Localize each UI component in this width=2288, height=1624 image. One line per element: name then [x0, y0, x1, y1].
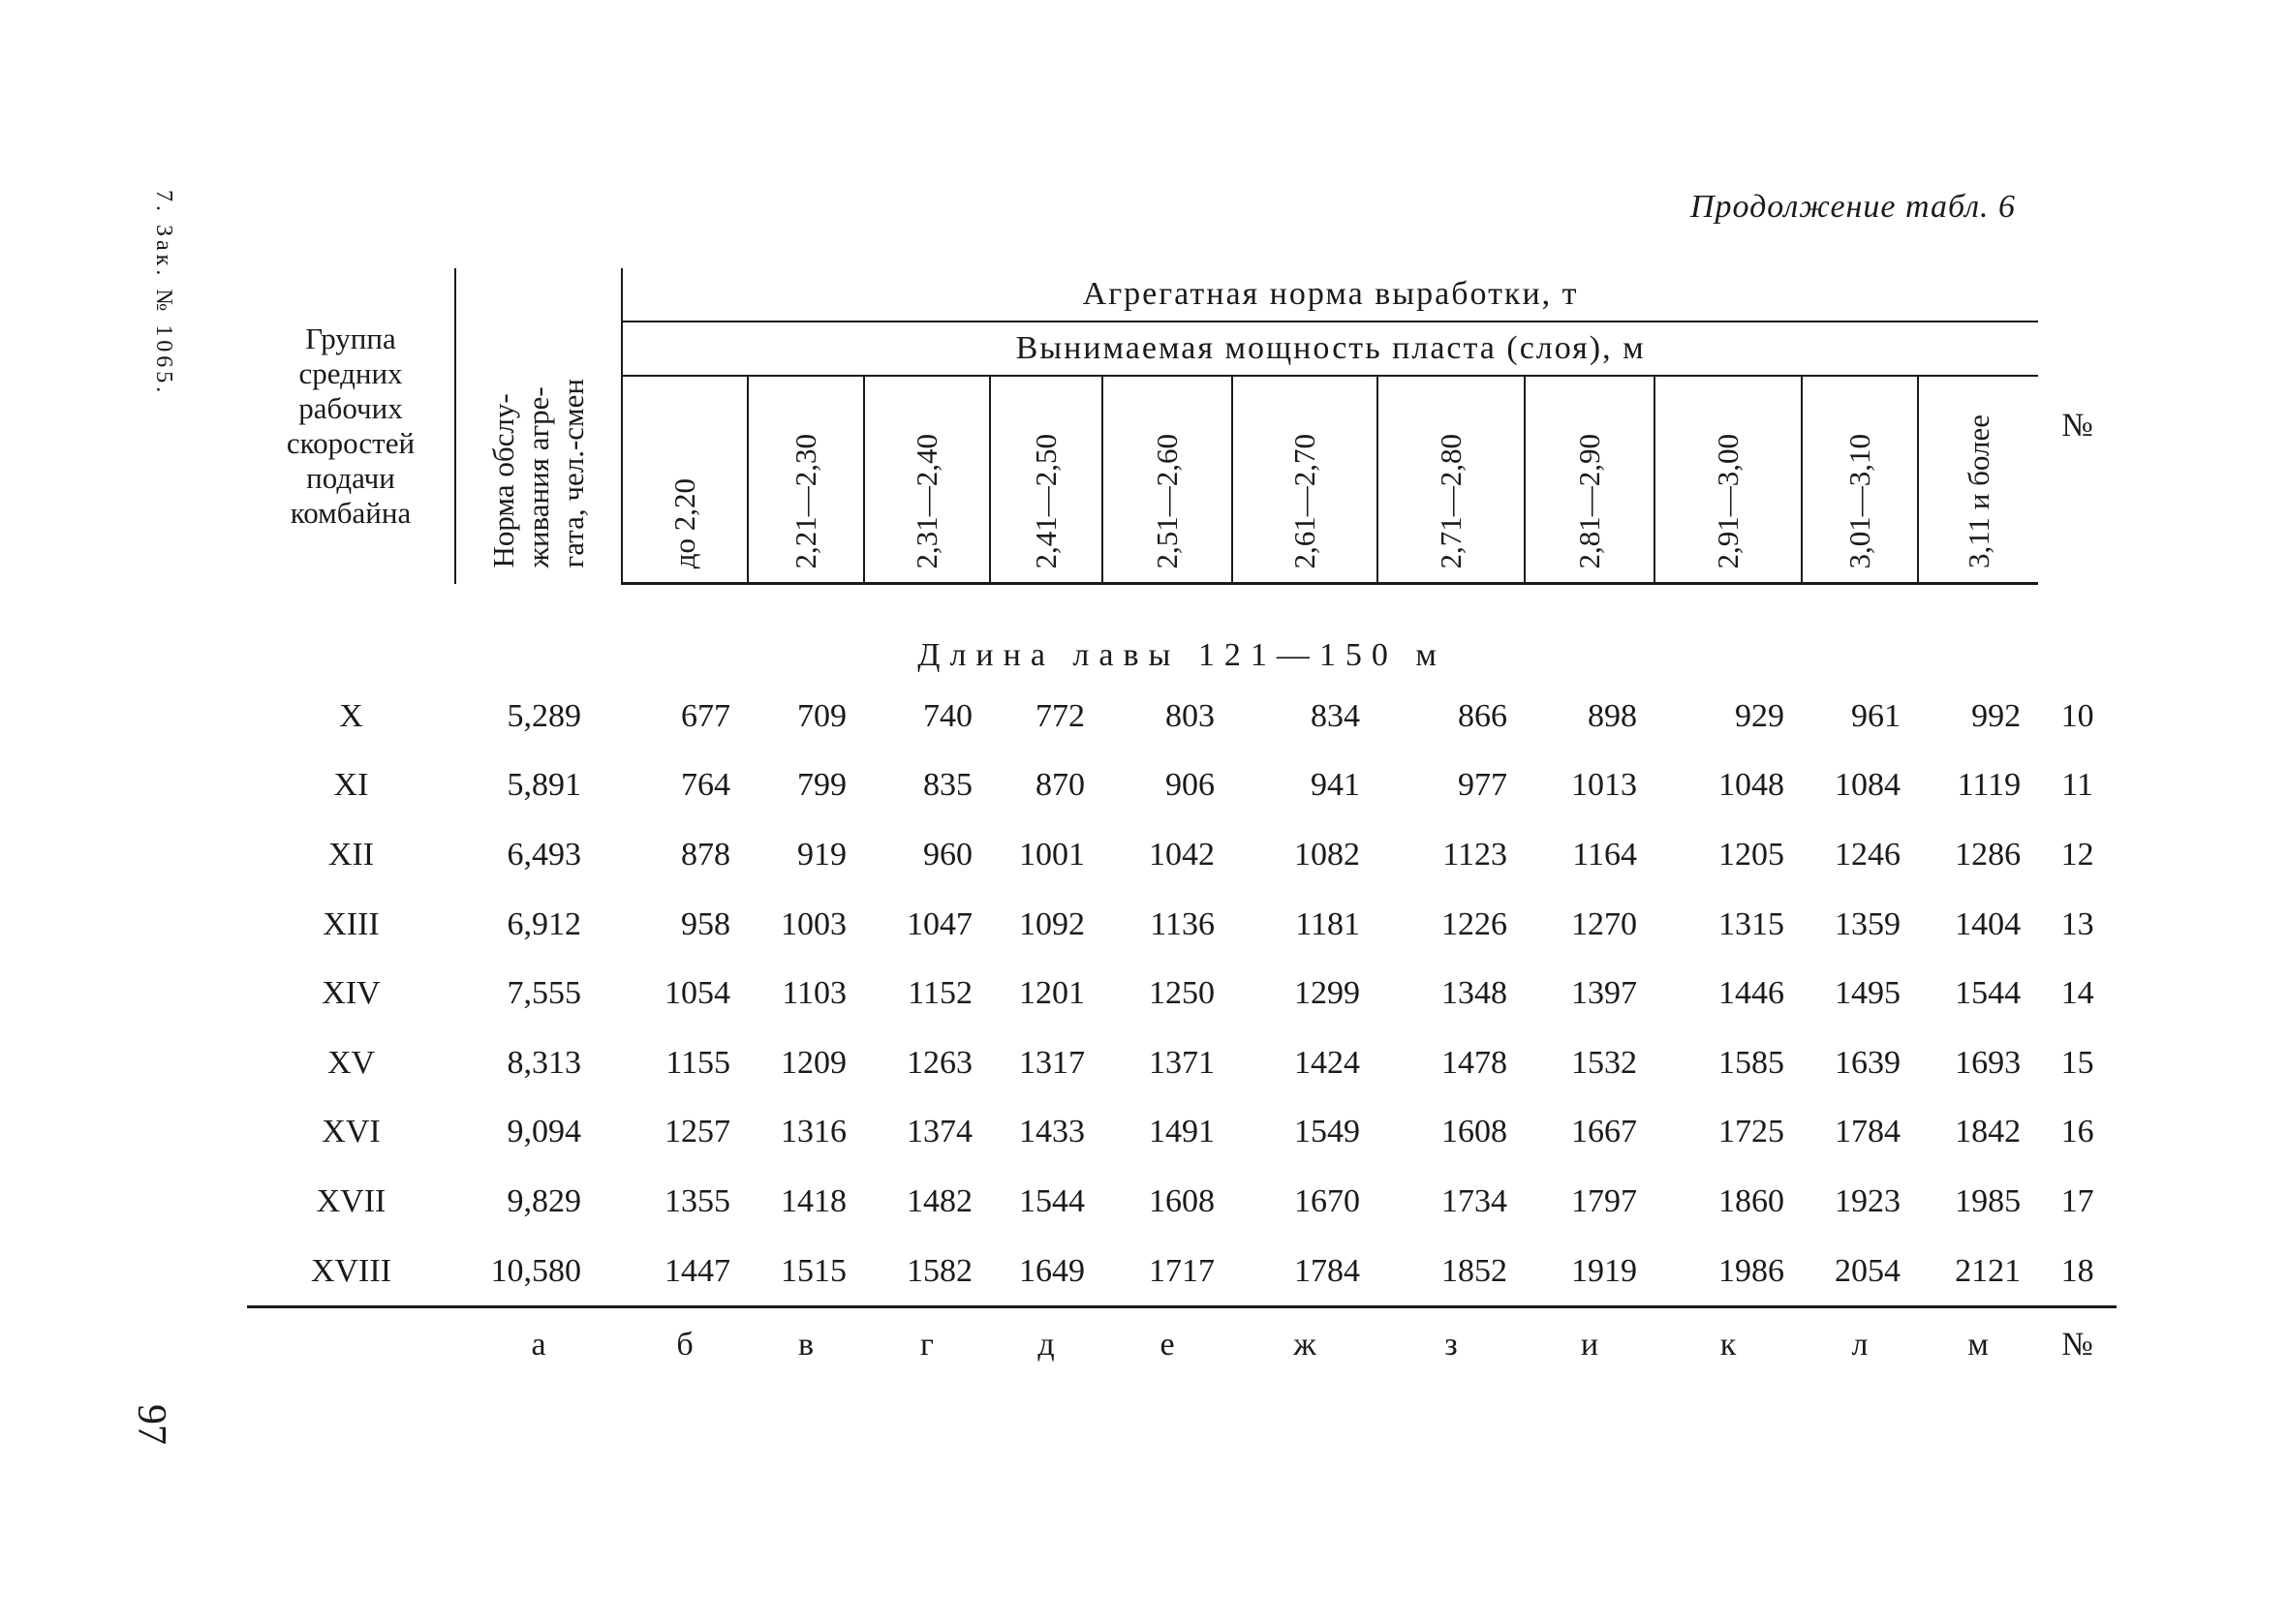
- thickness-column-header: [864, 376, 990, 584]
- production-norms-table: [247, 268, 2117, 1382]
- value-cell: 1608: [1441, 1114, 1507, 1150]
- value-cell: 1860: [1718, 1182, 1784, 1219]
- column-letter: м: [1967, 1327, 1989, 1364]
- value-cell: 1725: [1718, 1114, 1784, 1150]
- value-cell: 1047: [907, 905, 973, 942]
- header-group: [247, 268, 455, 584]
- value-cell: 1263: [907, 1044, 973, 1081]
- value-cell: 709: [797, 697, 847, 734]
- value-cell: 2121: [1918, 1237, 2038, 1307]
- value-cell: 1532: [1571, 1044, 1637, 1081]
- value-cell: 1001: [1019, 836, 1085, 873]
- column-letter: г: [920, 1327, 934, 1364]
- thickness-column-header: [1802, 376, 1918, 584]
- value-cell: 1670: [1294, 1182, 1360, 1219]
- header-norma: [455, 268, 622, 584]
- value-cell: 764: [681, 767, 730, 804]
- group-cell: XI: [333, 767, 369, 804]
- value-cell: 1205: [1718, 836, 1784, 873]
- value-cell: 1608: [1149, 1182, 1215, 1219]
- row-number-cell: 11: [2061, 767, 2094, 804]
- thickness-column-header: [748, 376, 864, 584]
- thickness-column-label: до 2,20: [667, 477, 701, 568]
- table-row: [247, 1167, 2117, 1237]
- value-cell: 1717: [1102, 1237, 1232, 1307]
- table-row: [247, 1237, 2117, 1307]
- value-cell: 1257: [665, 1114, 730, 1150]
- thickness-column-label: 2,31—2,40: [910, 433, 943, 568]
- thickness-column-header: [1102, 376, 1232, 584]
- value-cell: 1418: [781, 1182, 847, 1219]
- row-number-cell: 13: [2060, 905, 2094, 942]
- group-cell: XIV: [322, 975, 381, 1012]
- continuation-label: Продолжение табл. 6: [1690, 189, 2017, 225]
- value-cell: 992: [1971, 697, 2022, 734]
- header-group-line: скоростей: [286, 425, 416, 460]
- value-cell: 1317: [1019, 1044, 1085, 1081]
- value-cell: 1544: [1955, 975, 2022, 1012]
- value-cell: 1201: [1019, 975, 1085, 1012]
- group-cell: XII: [327, 836, 375, 873]
- value-cell: 1374: [907, 1114, 973, 1150]
- value-cell: 1123: [1442, 836, 1507, 873]
- group-cell: XVI: [322, 1114, 381, 1150]
- thickness-column-header: [1654, 376, 1802, 584]
- column-letter: д: [1037, 1327, 1055, 1364]
- value-cell: 1155: [665, 1044, 730, 1081]
- value-cell: 1478: [1441, 1044, 1507, 1081]
- value-cell: 1923: [1835, 1182, 1901, 1219]
- norma-cell: 8,313: [507, 1044, 581, 1081]
- thickness-column-label: 2,71—2,80: [1434, 433, 1468, 568]
- value-cell: 1667: [1571, 1114, 1637, 1150]
- norma-cell: 6,912: [507, 905, 581, 942]
- column-letter: №: [2061, 1327, 2093, 1364]
- value-cell: 878: [681, 836, 730, 873]
- norma-cell: 9,094: [507, 1114, 581, 1150]
- thickness-column-label: 3,11 и более: [1961, 414, 1995, 568]
- value-cell: 1985: [1955, 1182, 2022, 1219]
- table-body: [247, 584, 2117, 1307]
- value-cell: 1084: [1835, 767, 1901, 804]
- value-cell: 1734: [1441, 1182, 1507, 1219]
- header-norma-line: гата, чел.-смен: [556, 379, 590, 568]
- column-letter: л: [1851, 1327, 1869, 1364]
- group-cell: XVIII: [247, 1237, 455, 1307]
- column-letter: в: [797, 1327, 815, 1364]
- value-cell: 1054: [665, 975, 730, 1012]
- column-letter: ж: [1293, 1327, 1316, 1364]
- value-cell: 1119: [1957, 767, 2022, 804]
- row-number-cell: 17: [2060, 1182, 2094, 1219]
- value-cell: 1693: [1955, 1044, 2022, 1081]
- norma-cell: 10,580: [455, 1237, 622, 1307]
- thickness-column-label: 2,91—3,00: [1711, 433, 1745, 568]
- row-number-cell: 10: [2060, 697, 2094, 734]
- value-cell: 1348: [1441, 975, 1507, 1012]
- header-group-line: Группа: [305, 321, 396, 355]
- value-cell: 906: [1165, 767, 1215, 804]
- section-title: Длина лавы 121—150 м: [917, 637, 1446, 673]
- value-cell: 1491: [1149, 1114, 1215, 1150]
- value-cell: 1136: [1150, 905, 1215, 942]
- thickness-column-header: [1232, 376, 1377, 584]
- value-cell: 1042: [1149, 836, 1215, 873]
- value-cell: 1404: [1955, 905, 2022, 942]
- thickness-column-header: [1918, 376, 2038, 584]
- value-cell: 1842: [1955, 1114, 2022, 1150]
- value-cell: 740: [923, 697, 973, 734]
- value-cell: 961: [1851, 697, 1901, 734]
- table-row: [247, 682, 2117, 751]
- value-cell: 977: [1458, 767, 1507, 804]
- value-cell: 941: [1311, 767, 1360, 804]
- header-group-line: рабочих: [298, 390, 403, 425]
- value-cell: 1299: [1294, 975, 1360, 1012]
- value-cell: 1639: [1835, 1044, 1901, 1081]
- value-cell: 898: [1588, 697, 1637, 734]
- header-no: №: [2061, 407, 2093, 444]
- row-number-cell: 18: [2038, 1237, 2117, 1307]
- value-cell: 1919: [1525, 1237, 1654, 1307]
- header-norma-line: Норма обслу-: [486, 393, 520, 568]
- value-cell: 799: [797, 767, 847, 804]
- value-cell: 1784: [1835, 1114, 1901, 1150]
- norma-cell: 6,493: [507, 836, 581, 873]
- norma-cell: 5,289: [507, 697, 581, 734]
- value-cell: 1852: [1377, 1237, 1525, 1307]
- header-group-line: подачи: [306, 460, 395, 495]
- row-number-cell: 12: [2060, 836, 2094, 873]
- value-cell: 1433: [1019, 1114, 1085, 1150]
- table-row: [247, 959, 2117, 1028]
- thickness-column-header: [990, 376, 1102, 584]
- value-cell: 834: [1311, 697, 1360, 734]
- value-cell: 2054: [1802, 1237, 1918, 1307]
- value-cell: 1316: [781, 1114, 847, 1150]
- value-cell: 1209: [781, 1044, 847, 1081]
- table-row: [247, 1098, 2117, 1168]
- value-cell: 1986: [1654, 1237, 1802, 1307]
- value-cell: 960: [923, 836, 973, 873]
- value-cell: 1082: [1294, 836, 1360, 873]
- value-cell: 1544: [1019, 1182, 1085, 1219]
- margin-note: 7. Зак. № 1065.: [151, 190, 176, 397]
- thickness-column-label: 2,21—2,30: [788, 433, 822, 568]
- column-letter: е: [1159, 1327, 1175, 1364]
- value-cell: 958: [681, 905, 730, 942]
- value-cell: 1355: [665, 1182, 730, 1219]
- group-cell: XVII: [316, 1182, 386, 1219]
- norma-cell: 9,829: [507, 1182, 581, 1219]
- column-letter: к: [1719, 1327, 1737, 1364]
- value-cell: 803: [1165, 697, 1215, 734]
- value-cell: 1048: [1718, 767, 1784, 804]
- value-cell: 919: [797, 836, 847, 873]
- column-letter: з: [1444, 1327, 1458, 1364]
- thickness-column-label: 2,51—2,60: [1150, 433, 1184, 568]
- value-cell: 1482: [907, 1182, 973, 1219]
- value-cell: 1003: [781, 905, 847, 942]
- value-cell: 1092: [1019, 905, 1085, 942]
- table-header: [247, 268, 2117, 584]
- value-cell: 870: [1036, 767, 1085, 804]
- value-cell: 1103: [782, 975, 847, 1012]
- value-cell: 1495: [1835, 975, 1901, 1012]
- header-aggregate: Агрегатная норма выработки, т: [622, 268, 2038, 322]
- value-cell: 1397: [1571, 975, 1637, 1012]
- value-cell: 1582: [864, 1237, 990, 1307]
- value-cell: 1315: [1718, 905, 1784, 942]
- group-cell: X: [339, 697, 363, 734]
- group-cell: XIII: [323, 905, 380, 942]
- value-cell: 1013: [1571, 767, 1637, 804]
- row-number-cell: 14: [2060, 975, 2094, 1012]
- table-row: [247, 1028, 2117, 1098]
- header-group-line: средних: [298, 355, 403, 390]
- value-cell: 835: [923, 767, 973, 804]
- row-number-cell: 15: [2060, 1044, 2094, 1081]
- value-cell: 1359: [1835, 905, 1901, 942]
- value-cell: 1424: [1294, 1044, 1360, 1081]
- value-cell: 1585: [1718, 1044, 1784, 1081]
- row-number-cell: 16: [2060, 1114, 2094, 1150]
- value-cell: 1447: [622, 1237, 748, 1307]
- page-number: 97: [129, 1404, 173, 1445]
- group-cell: XV: [326, 1044, 376, 1081]
- column-letter: б: [676, 1327, 694, 1364]
- table-row: [247, 820, 2117, 890]
- value-cell: 1250: [1149, 975, 1215, 1012]
- value-cell: 1164: [1572, 836, 1637, 873]
- thickness-column-label: 2,41—2,50: [1029, 433, 1063, 568]
- table-row: [247, 890, 2117, 960]
- value-cell: 1286: [1955, 836, 2022, 873]
- value-cell: 1446: [1718, 975, 1784, 1012]
- letter-empty-cell: [247, 1307, 455, 1383]
- thickness-column-label: 2,81—2,90: [1572, 433, 1606, 568]
- table-row: [247, 751, 2117, 821]
- value-cell: 1226: [1441, 905, 1507, 942]
- value-cell: 1797: [1571, 1182, 1637, 1219]
- header-thickness: Вынимаемая мощность пласта (слоя), м: [622, 322, 2038, 376]
- thickness-column-label: 3,01—3,10: [1842, 433, 1876, 568]
- norma-cell: 5,891: [507, 767, 581, 804]
- thickness-column-header: [622, 376, 748, 584]
- value-cell: 772: [1036, 697, 1085, 734]
- norma-cell: 7,555: [507, 975, 581, 1012]
- column-letter: а: [531, 1327, 546, 1364]
- thickness-column-label: 2,61—2,70: [1287, 433, 1321, 568]
- value-cell: 677: [681, 697, 730, 734]
- value-cell: 1270: [1571, 905, 1637, 942]
- value-cell: 929: [1735, 697, 1784, 734]
- column-letter: и: [1580, 1327, 1599, 1364]
- value-cell: 1649: [990, 1237, 1102, 1307]
- header-norma-line: живания агре-: [521, 386, 555, 568]
- value-cell: 1152: [908, 975, 973, 1012]
- value-cell: 1515: [748, 1237, 864, 1307]
- thickness-column-header: [1525, 376, 1654, 584]
- value-cell: 866: [1458, 697, 1507, 734]
- header-group-line: комбайна: [290, 495, 412, 530]
- value-cell: 1784: [1232, 1237, 1377, 1307]
- value-cell: 1549: [1294, 1114, 1360, 1150]
- column-letter-row: [247, 1307, 2117, 1383]
- value-cell: 1371: [1149, 1044, 1215, 1081]
- value-cell: 1181: [1295, 905, 1360, 942]
- value-cell: 1246: [1835, 836, 1901, 873]
- thickness-column-header: [1377, 376, 1525, 584]
